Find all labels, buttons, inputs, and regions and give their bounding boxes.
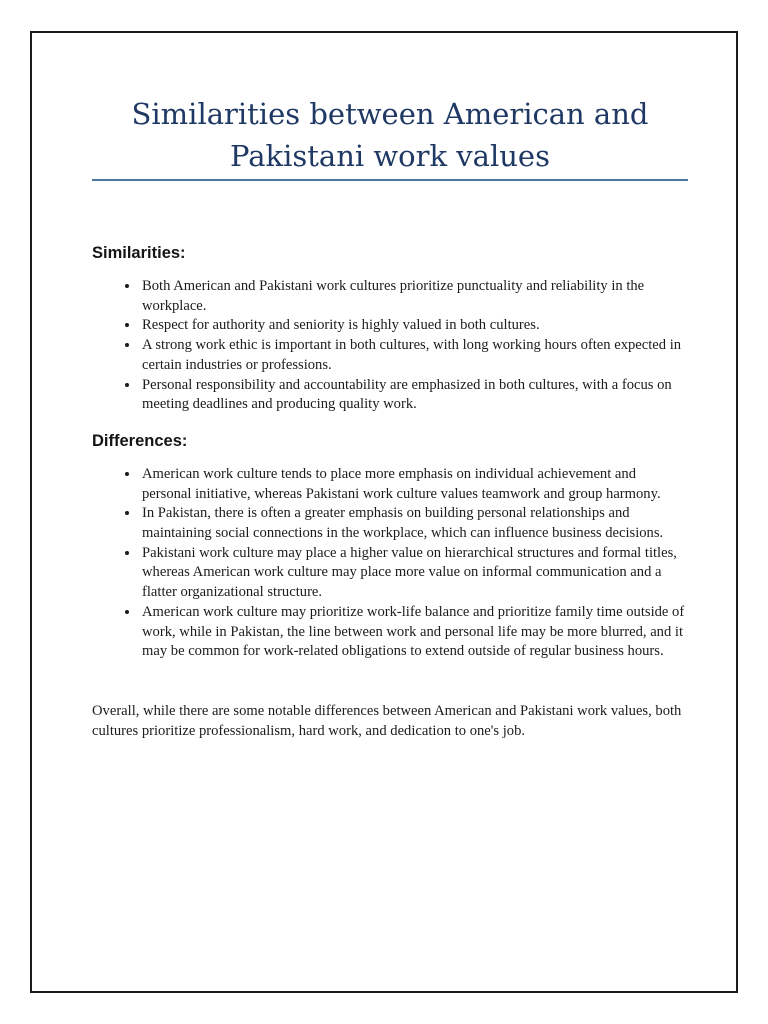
list-item: • Respect for authority and seniority is highly valued in both cultures.	[140, 316, 688, 336]
section-similarities	[92, 243, 688, 415]
differences-list	[92, 465, 688, 662]
list-item: • A strong work ethic is important in both cultures, with long working hours often expected in certain industries or professions.	[140, 336, 688, 375]
similarities-list	[92, 277, 688, 415]
differences-heading: Differences:	[92, 431, 188, 450]
document-content	[32, 93, 736, 741]
title-underline	[92, 179, 688, 181]
document-page	[30, 31, 738, 993]
list-item: • American work culture tends to place more emphasis on individual achievement and personal initiative, whereas Pakistani work culture values teamwork and group harmony.	[140, 465, 688, 504]
title-line-2: Pakistani work values	[230, 139, 550, 173]
list-item: • Personal responsibility and accountability are emphasized in both cultures, with a focus on meeting deadlines and producing quality work.	[140, 376, 688, 415]
list-item: • Both American and Pakistani work cultures prioritize punctuality and reliability in the workplace.	[140, 277, 688, 316]
title-line-1: Similarities between American and	[131, 97, 649, 131]
closing-paragraph: Overall, while there are some notable differences between American and Pakistani work values, both cultures prioritize professionalism, hard work, and dedication to one's job.	[92, 702, 682, 739]
document-title	[92, 93, 688, 179]
similarities-heading: Similarities:	[92, 244, 186, 262]
list-item: • In Pakistan, there is often a greater emphasis on building personal relationships and maintaining social connections in the workplace, which can influence business decisions.	[140, 504, 688, 543]
list-item: • Pakistani work culture may place a higher value on hierarchical structures and formal titles, whereas American work culture may place more value on informal communication and a flatter organizational structure.	[140, 544, 688, 603]
list-item: • American work culture may prioritize work-life balance and prioritize family time outside of work, while in Pakistan, the line between work and personal life may be more blurred, and it may be common for work-related obligations to extend outside of regular business hours.	[140, 603, 688, 662]
section-differences	[92, 431, 688, 662]
